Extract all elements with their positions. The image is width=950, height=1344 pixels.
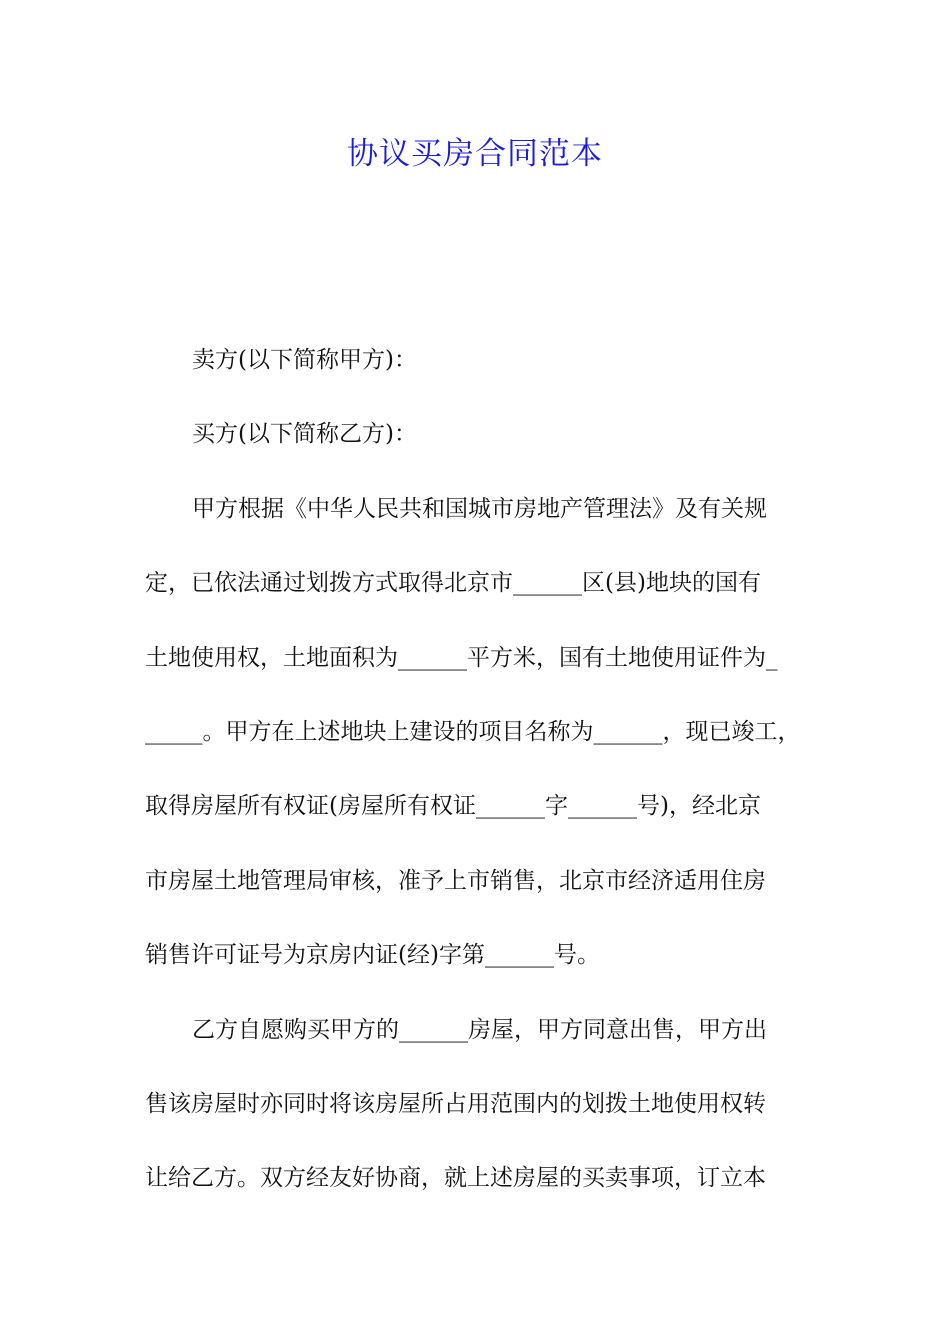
- document-body: [145, 338, 825, 1231]
- seller-line: 卖方(以下简称甲方)：: [192, 347, 417, 373]
- paragraph-line: 甲方根据《中华人民共和国城市房地产管理法》及有关规: [192, 495, 767, 522]
- paragraph-line: 让给乙方。双方经友好协商，就上述房屋的买卖事项，订立本: [145, 1165, 766, 1192]
- paragraph-line: 乙方自愿购买甲方的______房屋，甲方同意出售，甲方出: [192, 1016, 767, 1043]
- paragraph-line: 定，已依法通过划拨方式取得北京市______区(县)地块的国有: [145, 570, 761, 597]
- paragraph-line: 销售许可证号为京房内证(经)字第______号。: [145, 942, 600, 969]
- paragraph-line: _____。甲方在上述地块上建设的项目名称为______，现已竣工，: [145, 718, 801, 745]
- paragraph-line: 售该房屋时亦同时将该房屋所占用范围内的划拨土地使用权转: [145, 1090, 766, 1117]
- paragraph-line: 市房屋土地管理局审核，准予上市销售，北京市经济适用住房: [145, 867, 766, 894]
- buyer-line: 买方(以下简称乙方)：: [192, 421, 417, 448]
- document-title: 协议买房合同范本: [347, 136, 603, 172]
- paragraph-line: 取得房屋所有权证(房屋所有权证______字______号)，经北京: [145, 793, 761, 820]
- paragraph-line: 土地使用权，土地面积为______平方米，国有土地使用证件为_: [145, 644, 778, 671]
